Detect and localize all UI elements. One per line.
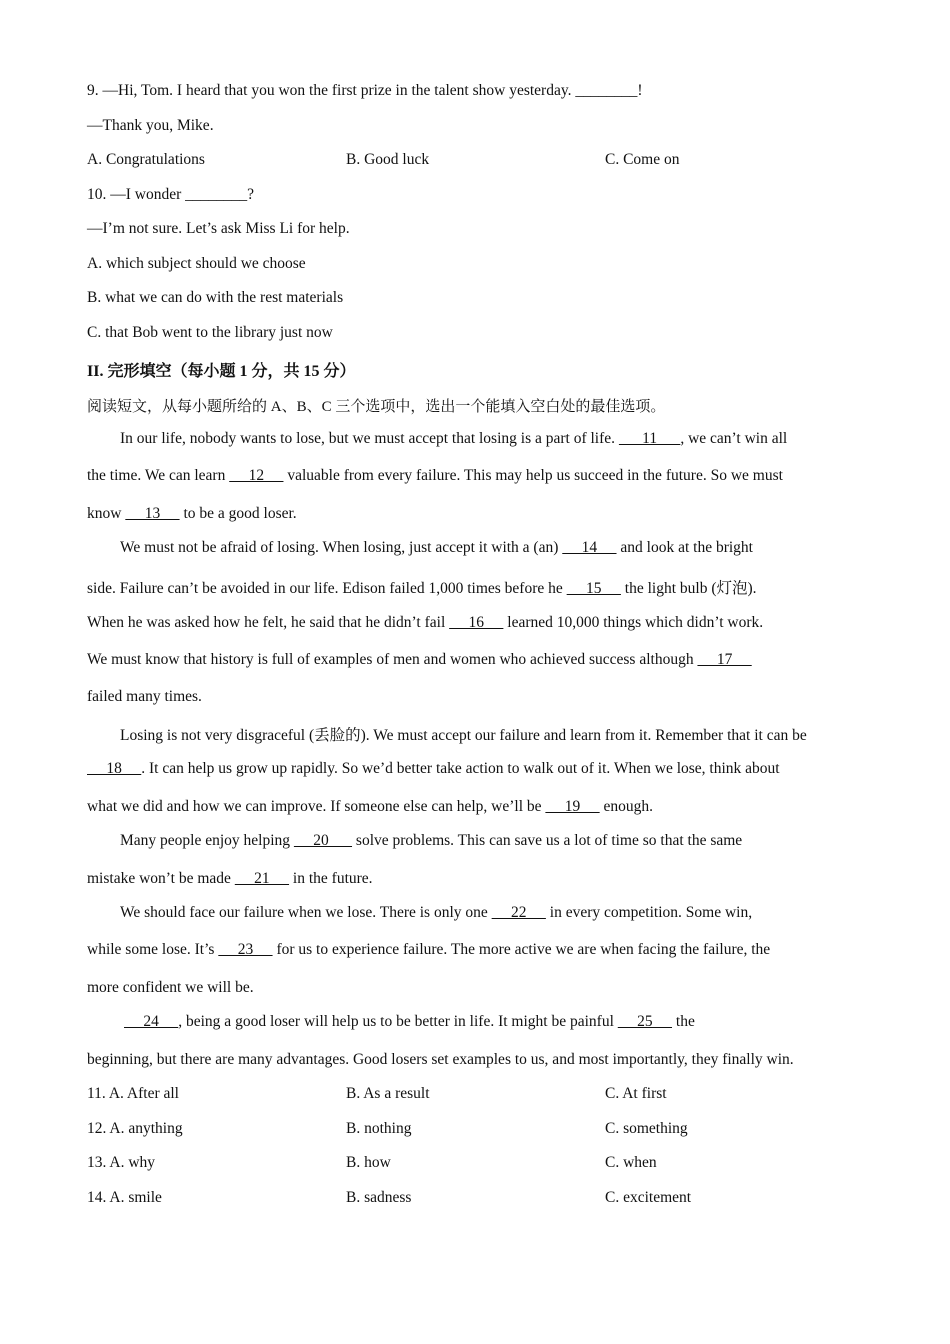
passage-line: what we did and how we can improve. If someone else can help, we’ll be 19 enough. <box>87 798 654 815</box>
blank-18: 18 <box>87 760 142 777</box>
question-9-reply: —Thank you, Mike. <box>87 117 214 134</box>
passage-line: mistake won’t be made 21 in the future. <box>87 870 373 887</box>
question-10-stem: 10. —I wonder ________? <box>87 186 255 203</box>
option-14-b: B. sadness <box>346 1189 412 1206</box>
passage-line: When he was asked how he felt, he said that he didn’t fail 16 learned 10,000 things which didn’t work. <box>87 614 764 631</box>
option-14-a: 14. A. smile <box>87 1189 162 1206</box>
blank-16: 16 <box>449 614 504 631</box>
question-10-option-b: B. what we can do with the rest materials <box>87 289 344 306</box>
blank-14: 14 <box>562 539 617 556</box>
option-12-a: 12. A. anything <box>87 1120 183 1137</box>
section-instruction: 阅读短文，从每小题所给的 A、B、C 三个选项中，选出一个能填入空白处的最佳选项。 <box>87 399 666 415</box>
passage-line: more confident we will be. <box>87 979 254 996</box>
passage-line: In our life, nobody wants to lose, but we must accept that losing is a part of life. 11 , we can’t win all <box>120 430 788 447</box>
question-9-option-b: B. Good luck <box>346 151 430 168</box>
question-10-reply: —I’m not sure. Let’s ask Miss Li for help. <box>87 220 350 237</box>
option-13-c: C. when <box>605 1154 657 1171</box>
section-heading: II. 完形填空（每小题 1 分，共 15 分） <box>87 363 356 380</box>
passage-line: Losing is not very disgraceful (丢脸的). We must accept our failure and learn from it. Remember that it can be <box>120 727 807 744</box>
blank-25: 25 <box>617 1013 673 1030</box>
blank-23: 23 <box>218 941 273 958</box>
question-9-option-a: A. Congratulations <box>87 151 205 168</box>
blank-17: 17 <box>697 651 752 668</box>
option-14-c: C. excitement <box>605 1189 692 1206</box>
question-9-stem: 9. —Hi, Tom. I heard that you won the first prize in the talent show yesterday. ________! <box>87 82 643 99</box>
blank-21: 21 <box>234 870 290 887</box>
option-11-c: C. At first <box>605 1085 667 1102</box>
passage-line: 24 , being a good loser will help us to be better in life. It might be painful 25 the <box>124 1013 695 1030</box>
option-12-c: C. something <box>605 1120 688 1137</box>
question-9-option-c: C. Come on <box>605 151 680 168</box>
passage-line: We should face our failure when we lose. There is only one 22 in every competition. Some win, <box>120 904 753 921</box>
blank-11: 11 <box>618 430 681 447</box>
blank-13: 13 <box>125 505 180 522</box>
passage-line: the time. We can learn 12 valuable from every failure. This may help us succeed in the future. So we must <box>87 467 783 484</box>
blank-24: 24 <box>124 1013 179 1030</box>
blank-19: 19 <box>545 798 600 815</box>
option-11-a: 11. A. After all <box>87 1085 179 1102</box>
passage-line: We must know that history is full of examples of men and women who achieved success although 17 <box>87 651 752 668</box>
passage-line: while some lose. It’s 23 for us to experience failure. The more active we are when facing the failure, the <box>87 941 771 958</box>
passage-line: We must not be afraid of losing. When losing, just accept it with a (an) 14 and look at the bright <box>120 539 753 556</box>
passage-line: Many people enjoy helping 20 solve problems. This can save us a lot of time so that the same <box>120 832 743 849</box>
option-13-b: B. how <box>346 1154 391 1171</box>
option-12-b: B. nothing <box>346 1120 412 1137</box>
passage-line: know 13 to be a good loser. <box>87 505 297 522</box>
passage-line: beginning, but there are many advantages. Good losers set examples to us, and most importantly, they finally win. <box>87 1051 794 1068</box>
option-11-b: B. As a result <box>346 1085 430 1102</box>
passage-line: side. Failure can’t be avoided in our life. Edison failed 1,000 times before he 15 the light bulb (灯泡). <box>87 580 757 597</box>
question-10-option-a: A. which subject should we choose <box>87 255 306 272</box>
passage-line: failed many times. <box>87 688 202 705</box>
blank-15: 15 <box>566 580 621 597</box>
passage-line: 18 . It can help us grow up rapidly. So we’d better take action to walk out of it. When we lose, think about <box>87 760 780 777</box>
question-10-option-c: C. that Bob went to the library just now <box>87 324 333 341</box>
blank-22: 22 <box>491 904 546 921</box>
blank-20: 20 <box>293 832 353 849</box>
option-13-a: 13. A. why <box>87 1154 156 1171</box>
blank-12: 12 <box>229 467 284 484</box>
